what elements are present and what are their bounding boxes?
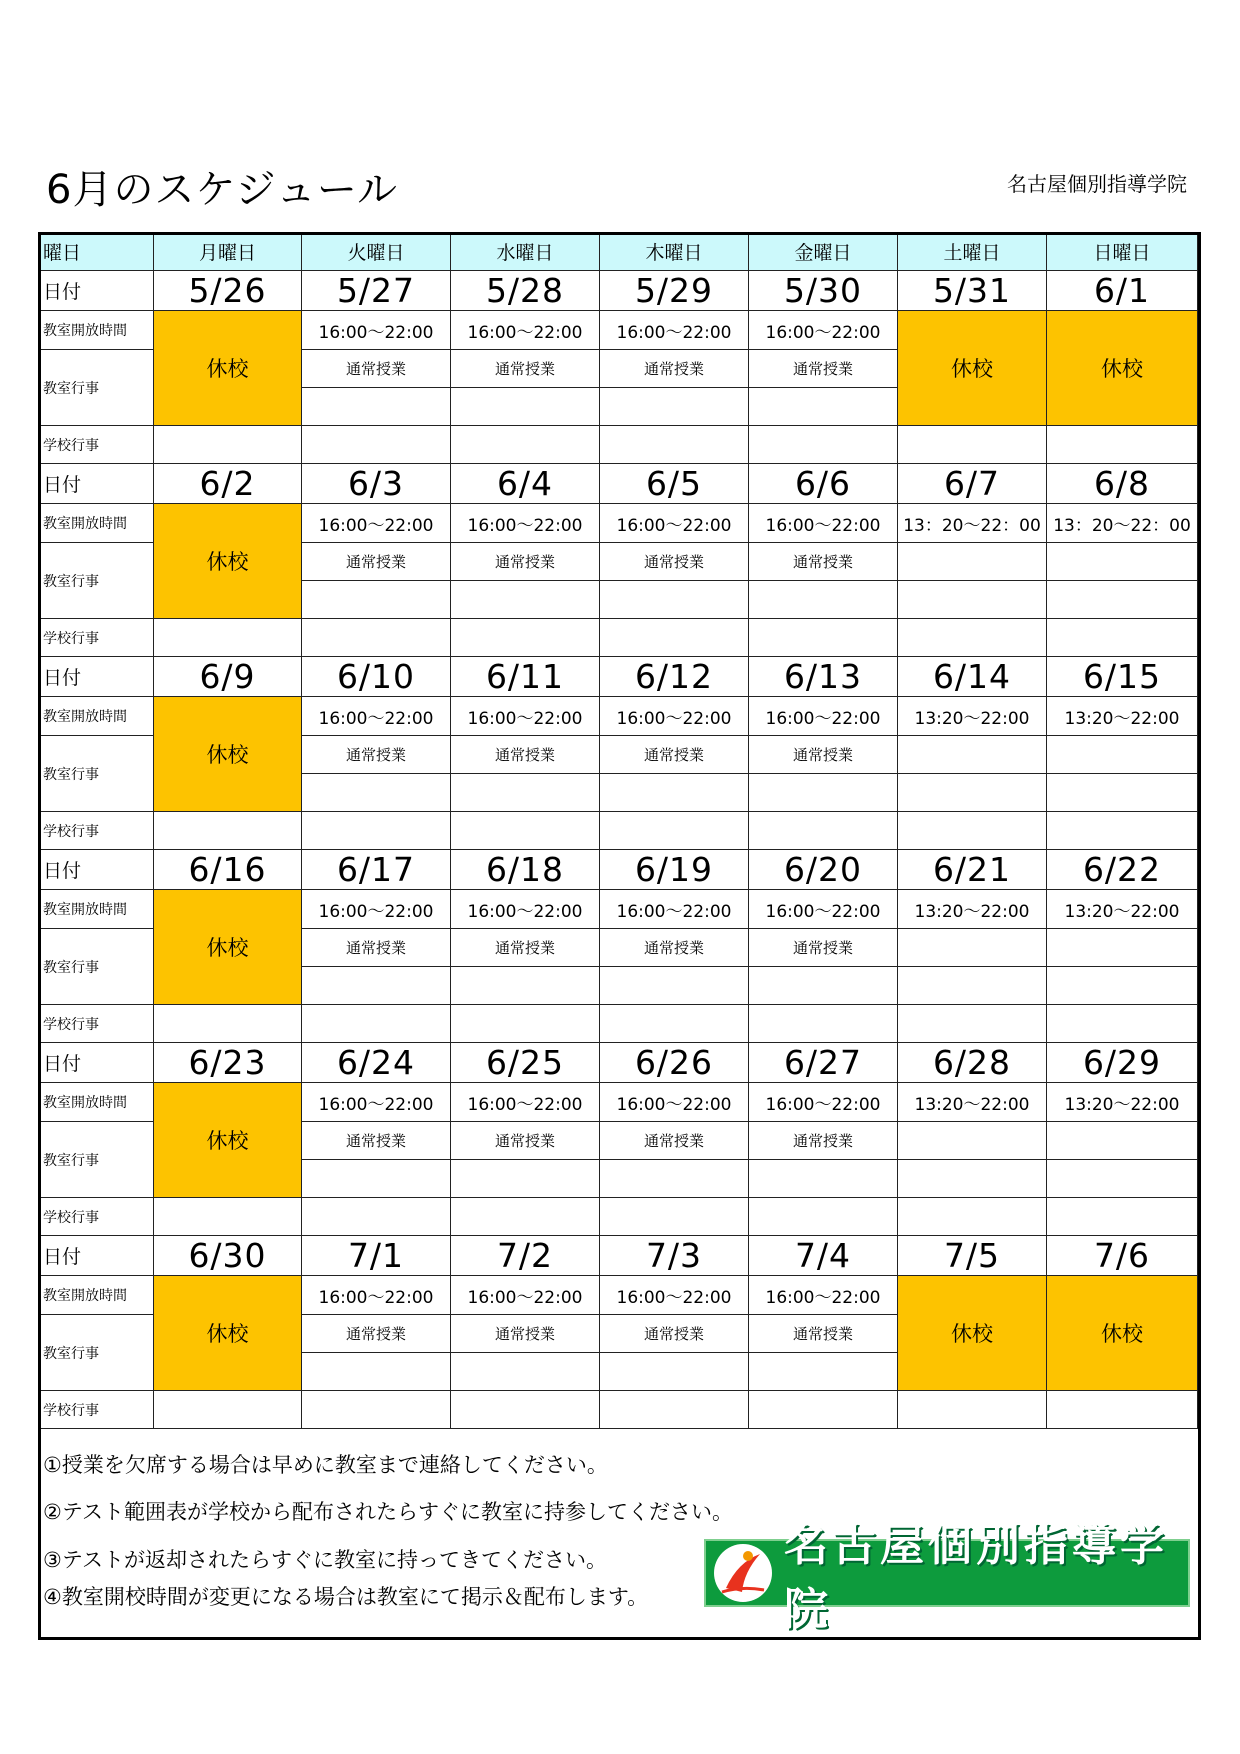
open-hours-cell: 16:00～22:00 — [451, 504, 600, 543]
date-cell: 6/24 — [302, 1043, 451, 1083]
class-event-cell — [898, 736, 1047, 774]
weekday-header-row — [39, 233, 1198, 271]
class-events-label: 教室行事 — [39, 1315, 154, 1391]
school-events-row — [39, 812, 1198, 850]
open-hours-cell: 13:20～22:00 — [1047, 697, 1198, 736]
class-event-empty-cell — [302, 581, 451, 619]
class-event-empty-cell — [451, 1353, 600, 1391]
school-event-cell — [749, 812, 898, 850]
date-row-label: 日付 — [39, 271, 154, 311]
closed-cell: 休校 — [898, 311, 1047, 426]
closed-cell: 休校 — [154, 697, 302, 812]
class-event-empty-cell — [451, 388, 600, 426]
open-hours-cell: 16:00～22:00 — [451, 1083, 600, 1122]
class-event-empty-cell — [749, 967, 898, 1005]
date-cell: 6/10 — [302, 657, 451, 697]
school-event-cell — [749, 426, 898, 464]
school-event-cell — [451, 1005, 600, 1043]
class-event-cell: 通常授業 — [600, 350, 749, 388]
date-cell: 6/29 — [1047, 1043, 1198, 1083]
class-event-cell: 通常授業 — [600, 543, 749, 581]
school-event-cell — [451, 1391, 600, 1429]
class-event-cell — [898, 1122, 1047, 1160]
class-event-empty-cell — [1047, 774, 1198, 812]
school-event-cell — [451, 619, 600, 657]
date-row-label: 日付 — [39, 464, 154, 504]
class-event-cell: 通常授業 — [749, 543, 898, 581]
date-cell: 6/20 — [749, 850, 898, 890]
open-hours-label: 教室開放時間 — [39, 1276, 154, 1315]
school-event-cell — [302, 426, 451, 464]
date-cell: 6/19 — [600, 850, 749, 890]
open-hours-cell: 13:20～22:00 — [1047, 1083, 1198, 1122]
school-event-cell — [154, 1005, 302, 1043]
date-cell: 6/14 — [898, 657, 1047, 697]
school-events-row — [39, 1198, 1198, 1236]
school-event-cell — [154, 619, 302, 657]
date-cell: 6/16 — [154, 850, 302, 890]
open-hours-row — [39, 697, 1198, 736]
date-row — [39, 271, 1198, 311]
open-hours-cell: 16:00～22:00 — [600, 697, 749, 736]
open-hours-label: 教室開放時間 — [39, 504, 154, 543]
open-hours-cell: 16:00～22:00 — [302, 311, 451, 350]
date-cell: 5/30 — [749, 271, 898, 311]
class-event-cell: 通常授業 — [451, 350, 600, 388]
class-event-cell — [1047, 929, 1198, 967]
class-event-cell: 通常授業 — [302, 543, 451, 581]
class-event-empty-cell — [1047, 1160, 1198, 1198]
schedule-sheet — [38, 232, 1197, 1640]
date-cell: 5/28 — [451, 271, 600, 311]
school-event-cell — [154, 1391, 302, 1429]
date-cell: 6/28 — [898, 1043, 1047, 1083]
date-cell: 6/27 — [749, 1043, 898, 1083]
class-events-label: 教室行事 — [39, 1122, 154, 1198]
class-event-cell: 通常授業 — [451, 1315, 600, 1353]
class-event-cell — [898, 543, 1047, 581]
open-hours-cell: 16:00～22:00 — [600, 1276, 749, 1315]
open-hours-cell: 13：20～22：00 — [898, 504, 1047, 543]
date-cell: 6/26 — [600, 1043, 749, 1083]
class-event-empty-cell — [302, 388, 451, 426]
class-event-cell: 通常授業 — [302, 1315, 451, 1353]
class-event-cell — [898, 929, 1047, 967]
open-hours-cell: 13：20～22：00 — [1047, 504, 1198, 543]
date-cell: 6/30 — [154, 1236, 302, 1276]
open-hours-cell: 16:00～22:00 — [302, 697, 451, 736]
date-row-label: 日付 — [39, 1236, 154, 1276]
school-event-cell — [451, 426, 600, 464]
weekday-header: 日曜日 — [1047, 233, 1198, 271]
school-event-cell — [1047, 1391, 1198, 1429]
open-hours-cell: 16:00～22:00 — [749, 890, 898, 929]
date-cell: 7/1 — [302, 1236, 451, 1276]
date-cell: 6/1 — [1047, 271, 1198, 311]
class-event-empty-cell — [749, 581, 898, 619]
class-event-cell: 通常授業 — [302, 736, 451, 774]
class-event-empty-cell — [1047, 581, 1198, 619]
date-cell: 6/23 — [154, 1043, 302, 1083]
open-hours-row — [39, 1276, 1198, 1315]
class-events-label: 教室行事 — [39, 543, 154, 619]
closed-cell: 休校 — [898, 1276, 1047, 1391]
class-event-empty-cell — [302, 1353, 451, 1391]
school-event-cell — [302, 619, 451, 657]
school-event-cell — [898, 426, 1047, 464]
open-hours-cell: 16:00～22:00 — [749, 1083, 898, 1122]
date-row — [39, 657, 1198, 697]
date-row — [39, 1236, 1198, 1276]
weekday-header: 金曜日 — [749, 233, 898, 271]
open-hours-cell: 16:00～22:00 — [451, 311, 600, 350]
class-event-cell: 通常授業 — [749, 350, 898, 388]
class-event-empty-cell — [451, 1160, 600, 1198]
open-hours-cell: 16:00～22:00 — [749, 504, 898, 543]
note-2: ②テスト範囲表が学校から配布されたらすぐに教室に持参してください。 — [43, 1500, 733, 1524]
class-event-empty-cell — [600, 1160, 749, 1198]
closed-cell: 休校 — [154, 311, 302, 426]
date-row-label: 日付 — [39, 657, 154, 697]
school-event-cell — [749, 1198, 898, 1236]
closed-cell: 休校 — [154, 1276, 302, 1391]
open-hours-cell: 16:00～22:00 — [451, 1276, 600, 1315]
school-event-cell — [154, 426, 302, 464]
class-event-cell — [1047, 736, 1198, 774]
school-event-cell — [154, 812, 302, 850]
date-row — [39, 1043, 1198, 1083]
weekday-header: 土曜日 — [898, 233, 1047, 271]
class-event-empty-cell — [898, 581, 1047, 619]
school-event-cell — [898, 1391, 1047, 1429]
date-cell: 6/8 — [1047, 464, 1198, 504]
school-event-cell — [1047, 619, 1198, 657]
school-events-row — [39, 1391, 1198, 1429]
class-event-empty-cell — [302, 774, 451, 812]
school-event-cell — [749, 619, 898, 657]
class-event-empty-cell — [898, 1160, 1047, 1198]
open-hours-row — [39, 1083, 1198, 1122]
logo-text: 名古屋個別指導学院 — [784, 1520, 1168, 1635]
school-event-cell — [600, 1198, 749, 1236]
class-event-empty-cell — [600, 967, 749, 1005]
class-event-empty-cell — [302, 967, 451, 1005]
date-row — [39, 464, 1198, 504]
school-event-cell — [1047, 1198, 1198, 1236]
school-events-row — [39, 426, 1198, 464]
school-event-cell — [600, 1391, 749, 1429]
date-cell: 6/21 — [898, 850, 1047, 890]
school-events-label: 学校行事 — [39, 1198, 154, 1236]
school-event-cell — [302, 812, 451, 850]
open-hours-cell: 16:00～22:00 — [600, 890, 749, 929]
class-event-cell: 通常授業 — [600, 929, 749, 967]
class-event-cell: 通常授業 — [451, 543, 600, 581]
class-event-empty-cell — [451, 581, 600, 619]
open-hours-cell: 13:20～22:00 — [898, 697, 1047, 736]
note-1: ①授業を欠席する場合は早めに教室まで連絡してください。 — [43, 1453, 608, 1477]
date-cell: 6/11 — [451, 657, 600, 697]
date-cell: 7/5 — [898, 1236, 1047, 1276]
weekday-header: 木曜日 — [600, 233, 749, 271]
closed-cell: 休校 — [154, 890, 302, 1005]
open-hours-cell: 16:00～22:00 — [302, 504, 451, 543]
class-event-empty-cell — [749, 1353, 898, 1391]
open-hours-cell: 16:00～22:00 — [749, 697, 898, 736]
logo-mark-icon — [712, 1542, 774, 1604]
school-event-cell — [451, 1198, 600, 1236]
open-hours-cell: 16:00～22:00 — [749, 1276, 898, 1315]
weekday-header: 月曜日 — [154, 233, 302, 271]
open-hours-cell: 16:00～22:00 — [302, 1276, 451, 1315]
date-cell: 6/25 — [451, 1043, 600, 1083]
open-hours-cell: 16:00～22:00 — [302, 1083, 451, 1122]
open-hours-cell: 16:00～22:00 — [600, 311, 749, 350]
class-event-cell: 通常授業 — [749, 929, 898, 967]
class-event-empty-cell — [749, 1160, 898, 1198]
date-cell: 7/2 — [451, 1236, 600, 1276]
open-hours-cell: 16:00～22:00 — [600, 504, 749, 543]
class-event-cell: 通常授業 — [600, 736, 749, 774]
date-cell: 6/18 — [451, 850, 600, 890]
open-hours-cell: 16:00～22:00 — [451, 697, 600, 736]
class-event-cell: 通常授業 — [451, 1122, 600, 1160]
open-hours-cell: 16:00～22:00 — [600, 1083, 749, 1122]
date-cell: 6/15 — [1047, 657, 1198, 697]
school-events-row — [39, 619, 1198, 657]
school-events-label: 学校行事 — [39, 1391, 154, 1429]
school-event-cell — [600, 426, 749, 464]
class-events-label: 教室行事 — [39, 350, 154, 426]
date-row-label: 日付 — [39, 1043, 154, 1083]
closed-cell: 休校 — [154, 1083, 302, 1198]
open-hours-cell: 16:00～22:00 — [749, 311, 898, 350]
school-event-cell — [898, 1198, 1047, 1236]
class-event-cell — [1047, 543, 1198, 581]
date-cell: 6/13 — [749, 657, 898, 697]
class-event-empty-cell — [1047, 967, 1198, 1005]
date-cell: 6/22 — [1047, 850, 1198, 890]
closed-cell: 休校 — [154, 504, 302, 619]
school-event-cell — [1047, 1005, 1198, 1043]
school-event-cell — [600, 812, 749, 850]
date-cell: 5/27 — [302, 271, 451, 311]
school-events-label: 学校行事 — [39, 1005, 154, 1043]
school-event-cell — [1047, 426, 1198, 464]
page-title: 6月のスケジュール — [46, 167, 399, 213]
date-cell: 6/9 — [154, 657, 302, 697]
class-event-empty-cell — [898, 967, 1047, 1005]
note-3: ③テストが返却されたらすぐに教室に持ってきてください。 — [43, 1548, 607, 1572]
class-event-cell: 通常授業 — [451, 736, 600, 774]
school-event-cell — [600, 1005, 749, 1043]
schedule-table — [38, 232, 1198, 1429]
class-event-cell: 通常授業 — [749, 736, 898, 774]
class-event-cell: 通常授業 — [451, 929, 600, 967]
school-event-cell — [898, 1005, 1047, 1043]
open-hours-label: 教室開放時間 — [39, 1083, 154, 1122]
school-event-cell — [600, 619, 749, 657]
date-cell: 7/4 — [749, 1236, 898, 1276]
weekday-header: 火曜日 — [302, 233, 451, 271]
date-cell: 6/2 — [154, 464, 302, 504]
closed-cell: 休校 — [1047, 311, 1198, 426]
school-event-cell — [154, 1198, 302, 1236]
date-cell: 6/3 — [302, 464, 451, 504]
class-event-empty-cell — [898, 774, 1047, 812]
class-event-cell: 通常授業 — [749, 1315, 898, 1353]
class-event-cell: 通常授業 — [302, 929, 451, 967]
weekday-header: 水曜日 — [451, 233, 600, 271]
class-event-cell: 通常授業 — [302, 350, 451, 388]
school-event-cell — [302, 1005, 451, 1043]
date-cell: 6/4 — [451, 464, 600, 504]
date-cell: 6/12 — [600, 657, 749, 697]
school-event-cell — [302, 1198, 451, 1236]
date-cell: 6/17 — [302, 850, 451, 890]
class-event-cell: 通常授業 — [302, 1122, 451, 1160]
school-logo — [704, 1520, 1190, 1635]
open-hours-row — [39, 890, 1198, 929]
class-event-cell — [1047, 1122, 1198, 1160]
date-cell: 5/31 — [898, 271, 1047, 311]
class-event-empty-cell — [451, 967, 600, 1005]
school-events-label: 学校行事 — [39, 426, 154, 464]
weekday-header-label: 曜日 — [39, 233, 154, 271]
class-event-cell: 通常授業 — [600, 1122, 749, 1160]
school-event-cell — [749, 1391, 898, 1429]
open-hours-cell: 16:00～22:00 — [302, 890, 451, 929]
date-cell: 7/6 — [1047, 1236, 1198, 1276]
class-event-cell: 通常授業 — [749, 1122, 898, 1160]
notes-box — [38, 1437, 1201, 1640]
date-cell: 5/29 — [600, 271, 749, 311]
date-row-label: 日付 — [39, 850, 154, 890]
note-4: ④教室開校時間が変更になる場合は教室にて掲示＆配布します。 — [43, 1585, 649, 1609]
class-event-empty-cell — [749, 388, 898, 426]
open-hours-row — [39, 311, 1198, 350]
class-event-empty-cell — [749, 774, 898, 812]
school-event-cell — [1047, 812, 1198, 850]
organization-name: 名古屋個別指導学院 — [1007, 172, 1187, 196]
class-event-empty-cell — [600, 1353, 749, 1391]
open-hours-cell: 13:20～22:00 — [898, 890, 1047, 929]
date-cell: 6/7 — [898, 464, 1047, 504]
class-event-empty-cell — [600, 774, 749, 812]
date-row — [39, 850, 1198, 890]
class-event-cell: 通常授業 — [600, 1315, 749, 1353]
open-hours-label: 教室開放時間 — [39, 890, 154, 929]
school-events-row — [39, 1005, 1198, 1043]
date-cell: 5/26 — [154, 271, 302, 311]
closed-cell: 休校 — [1047, 1276, 1198, 1391]
open-hours-cell: 13:20～22:00 — [898, 1083, 1047, 1122]
school-event-cell — [898, 812, 1047, 850]
date-cell: 6/6 — [749, 464, 898, 504]
class-event-empty-cell — [600, 581, 749, 619]
class-event-empty-cell — [302, 1160, 451, 1198]
school-events-label: 学校行事 — [39, 619, 154, 657]
school-events-label: 学校行事 — [39, 812, 154, 850]
class-event-empty-cell — [451, 774, 600, 812]
open-hours-label: 教室開放時間 — [39, 697, 154, 736]
date-cell: 7/3 — [600, 1236, 749, 1276]
open-hours-cell: 16:00～22:00 — [451, 890, 600, 929]
class-events-label: 教室行事 — [39, 929, 154, 1005]
open-hours-row — [39, 504, 1198, 543]
open-hours-label: 教室開放時間 — [39, 311, 154, 350]
school-event-cell — [451, 812, 600, 850]
school-event-cell — [749, 1005, 898, 1043]
date-cell: 6/5 — [600, 464, 749, 504]
class-events-label: 教室行事 — [39, 736, 154, 812]
school-event-cell — [302, 1391, 451, 1429]
class-event-empty-cell — [600, 388, 749, 426]
school-event-cell — [898, 619, 1047, 657]
open-hours-cell: 13:20～22:00 — [1047, 890, 1198, 929]
